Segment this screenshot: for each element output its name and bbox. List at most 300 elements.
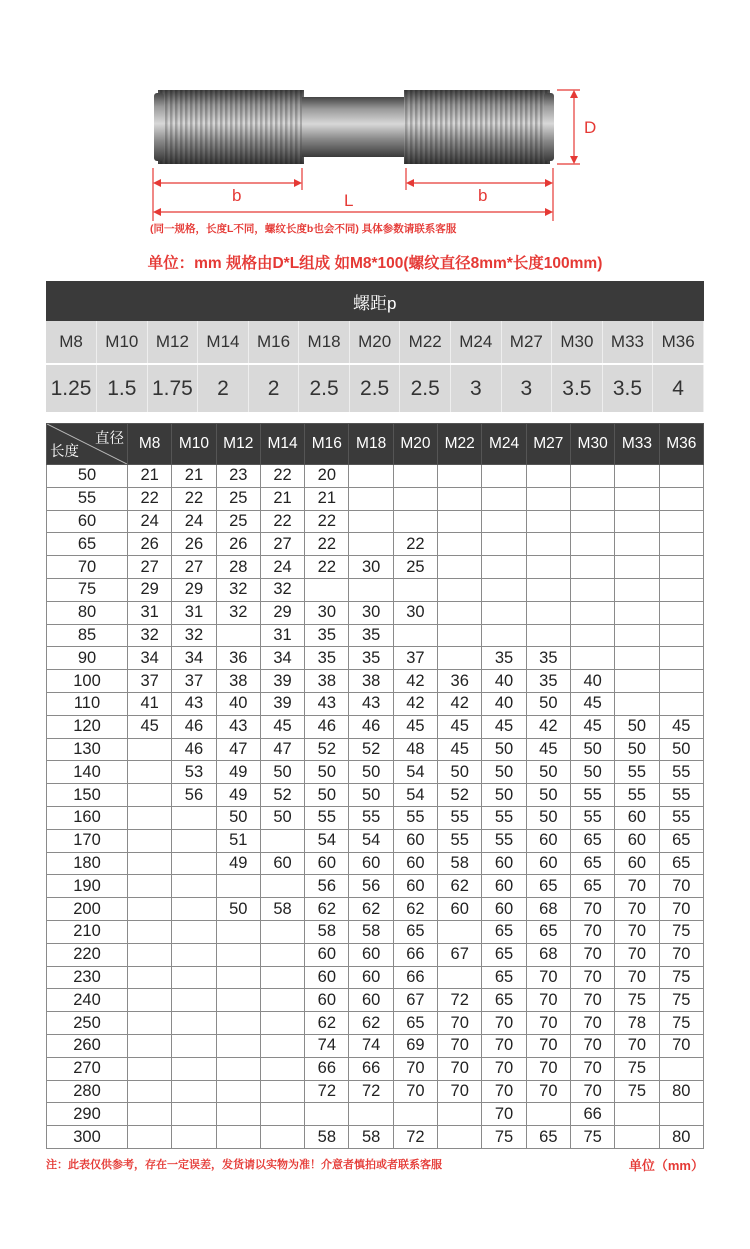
thread-length-cell: [172, 989, 216, 1012]
thread-length-cell: 66: [349, 1057, 393, 1080]
thread-length-cell: 60: [349, 852, 393, 875]
thread-length-cell: 32: [216, 578, 260, 601]
thread-length-cell: [172, 898, 216, 921]
label-b-right: b: [478, 186, 488, 205]
thread-length-cell: 42: [393, 670, 437, 693]
thread-length-cell: 29: [128, 578, 172, 601]
thread-length-cell: [393, 510, 437, 533]
thread-length-cell: 45: [570, 715, 614, 738]
thread-length-cell: 50: [305, 761, 349, 784]
thread-length-cell: [659, 692, 703, 715]
thread-length-cell: [172, 966, 216, 989]
thread-length-cell: [260, 1057, 304, 1080]
footer-note: 注：此表仅供参考，存在一定误差，发货请以实物为准！介意者慎拍或者联系客服: [46, 1159, 442, 1171]
thread-length-cell: 60: [482, 852, 526, 875]
thread-length-cell: 70: [393, 1080, 437, 1103]
thread-length-cell: [438, 624, 482, 647]
pitch-size-cell: M20: [349, 321, 400, 364]
thread-length-cell: [172, 852, 216, 875]
pitch-value-cell: 2: [248, 364, 299, 412]
thread-length-cell: [438, 578, 482, 601]
thread-length-cell: 65: [526, 875, 570, 898]
thread-length-cell: [216, 624, 260, 647]
table-row: [47, 738, 704, 761]
thread-length-cell: [482, 487, 526, 510]
table-row: [47, 1034, 704, 1057]
thread-length-cell: [305, 578, 349, 601]
thread-length-cell: 21: [172, 465, 216, 488]
thread-length-cell: 55: [570, 784, 614, 807]
column-header: M16: [305, 424, 349, 465]
table-row: [47, 533, 704, 556]
thread-length-cell: 55: [615, 761, 659, 784]
thread-length-cell: 70: [526, 1034, 570, 1057]
footer-unit: 单位（mm）: [628, 1158, 704, 1173]
thread-length-cell: [438, 465, 482, 488]
column-header: M12: [216, 424, 260, 465]
pitch-size-cell: M10: [97, 321, 148, 364]
thread-length-cell: [659, 1057, 703, 1080]
thread-length-cell: 50: [570, 738, 614, 761]
pitch-size-cell: M30: [552, 321, 603, 364]
thread-length-cell: 50: [615, 715, 659, 738]
table-row: [47, 647, 704, 670]
thread-length-cell: 53: [172, 761, 216, 784]
thread-length-cell: 60: [305, 989, 349, 1012]
thread-length-cell: 34: [128, 647, 172, 670]
thread-length-cell: [216, 966, 260, 989]
thread-length-cell: 70: [659, 898, 703, 921]
thread-length-cell: 52: [260, 784, 304, 807]
thread-length-cell: 66: [393, 966, 437, 989]
table-row: [47, 852, 704, 875]
table-row: [47, 510, 704, 533]
thread-length-cell: 43: [172, 692, 216, 715]
length-cell: 230: [47, 966, 128, 989]
thread-length-cell: 50: [438, 761, 482, 784]
thread-length-cell: [172, 829, 216, 852]
thread-length-cell: 22: [128, 487, 172, 510]
thread-length-cell: 46: [172, 715, 216, 738]
thread-length-cell: 35: [526, 647, 570, 670]
thread-length-cell: 45: [570, 692, 614, 715]
thread-length-cell: 34: [260, 647, 304, 670]
thread-length-cell: [570, 647, 614, 670]
thread-length-cell: [615, 670, 659, 693]
thread-length-cell: [128, 738, 172, 761]
thread-length-cell: [349, 465, 393, 488]
thread-length-cell: 70: [438, 1034, 482, 1057]
pitch-size-cell: M8: [46, 321, 97, 364]
thread-length-cell: 25: [216, 487, 260, 510]
length-cell: 290: [47, 1103, 128, 1126]
thread-length-cell: 22: [260, 465, 304, 488]
thread-length-cell: 29: [172, 578, 216, 601]
length-cell: 50: [47, 465, 128, 488]
thread-length-cell: [659, 647, 703, 670]
thread-length-cell: 58: [349, 1126, 393, 1149]
thread-length-cell: 62: [349, 898, 393, 921]
thread-length-cell: [128, 1034, 172, 1057]
thread-length-cell: 35: [482, 647, 526, 670]
thread-length-cell: 22: [172, 487, 216, 510]
pitch-value-cell: 1.5: [97, 364, 148, 412]
corner-diameter-label: 直径: [95, 431, 124, 447]
thread-length-cell: 50: [526, 784, 570, 807]
pitch-size-cell: M24: [451, 321, 502, 364]
thread-length-cell: [659, 556, 703, 579]
length-cell: 110: [47, 692, 128, 715]
pitch-value-cell: 1.25: [46, 364, 97, 412]
thread-length-cell: 65: [482, 966, 526, 989]
unit-line: 单位：mm 规格由D*L组成 如M8*100(螺纹直径8mm*长度100mm): [147, 255, 603, 272]
thread-length-cell: [260, 920, 304, 943]
thread-length-cell: 45: [393, 715, 437, 738]
thread-length-cell: 45: [482, 715, 526, 738]
thread-length-cell: 72: [438, 989, 482, 1012]
thread-length-cell: 45: [260, 715, 304, 738]
thread-length-cell: 30: [305, 601, 349, 624]
thread-length-cell: 52: [438, 784, 482, 807]
thread-length-cell: 70: [570, 920, 614, 943]
thread-length-cell: 37: [128, 670, 172, 693]
thread-length-cell: 66: [393, 943, 437, 966]
thread-length-cell: [438, 1103, 482, 1126]
length-cell: 260: [47, 1034, 128, 1057]
thread-length-cell: 34: [172, 647, 216, 670]
thread-length-cell: 75: [615, 1080, 659, 1103]
thread-length-cell: 42: [438, 692, 482, 715]
thread-length-cell: 70: [526, 1057, 570, 1080]
thread-length-cell: 60: [349, 989, 393, 1012]
thread-length-cell: 68: [526, 943, 570, 966]
thread-length-cell: 22: [305, 533, 349, 556]
thread-length-cell: 72: [305, 1080, 349, 1103]
thread-length-cell: 42: [393, 692, 437, 715]
table-row: [47, 670, 704, 693]
thread-length-cell: 54: [305, 829, 349, 852]
thread-length-cell: 75: [482, 1126, 526, 1149]
thread-length-cell: [128, 875, 172, 898]
thread-length-cell: 45: [438, 715, 482, 738]
thread-length-cell: [526, 624, 570, 647]
thread-length-cell: 31: [128, 601, 172, 624]
length-cell: 90: [47, 647, 128, 670]
thread-length-cell: 32: [260, 578, 304, 601]
thread-length-cell: [349, 487, 393, 510]
thread-length-cell: [216, 875, 260, 898]
table-row: [47, 624, 704, 647]
thread-length-cell: 65: [482, 943, 526, 966]
thread-length-cell: [482, 556, 526, 579]
thread-length-cell: 75: [659, 966, 703, 989]
table-row: [47, 1103, 704, 1126]
thread-length-cell: [260, 943, 304, 966]
length-cell: 270: [47, 1057, 128, 1080]
length-cell: 55: [47, 487, 128, 510]
thread-length-cell: [570, 510, 614, 533]
thread-length-cell: 62: [305, 898, 349, 921]
thread-length-cell: 65: [570, 852, 614, 875]
pitch-size-cell: M12: [147, 321, 198, 364]
length-cell: 65: [47, 533, 128, 556]
length-cell: 200: [47, 898, 128, 921]
thread-length-cell: [216, 1103, 260, 1126]
thread-length-cell: 32: [128, 624, 172, 647]
thread-length-cell: 70: [615, 920, 659, 943]
thread-length-cell: 46: [305, 715, 349, 738]
thread-length-cell: 21: [305, 487, 349, 510]
thread-length-cell: 62: [349, 1012, 393, 1035]
table-row: [47, 761, 704, 784]
pitch-value-cell: 2.5: [349, 364, 400, 412]
table-row: [47, 829, 704, 852]
thread-length-cell: 60: [393, 852, 437, 875]
thread-length-cell: 43: [305, 692, 349, 715]
thread-length-cell: [349, 1103, 393, 1126]
thread-length-cell: 39: [260, 692, 304, 715]
length-cell: 70: [47, 556, 128, 579]
thread-length-cell: 65: [482, 989, 526, 1012]
thread-length-cell: [305, 1103, 349, 1126]
table-row: [47, 1012, 704, 1035]
pitch-size-cell: M33: [602, 321, 653, 364]
thread-length-cell: [216, 920, 260, 943]
thread-length-cell: [659, 1103, 703, 1126]
pitch-size-cell: M22: [400, 321, 451, 364]
thread-length-cell: [172, 920, 216, 943]
thread-length-cell: 75: [615, 1057, 659, 1080]
thread-length-cell: [615, 533, 659, 556]
thread-length-cell: [659, 601, 703, 624]
thread-length-cell: 58: [305, 1126, 349, 1149]
thread-length-cell: [172, 1012, 216, 1035]
column-header: M27: [526, 424, 570, 465]
thread-length-cell: [438, 487, 482, 510]
thread-length-cell: 35: [526, 670, 570, 693]
thread-length-cell: [659, 670, 703, 693]
thread-length-cell: 60: [482, 898, 526, 921]
thread-length-cell: 32: [216, 601, 260, 624]
column-header: M24: [482, 424, 526, 465]
thread-length-cell: 49: [216, 784, 260, 807]
thread-length-cell: [216, 1012, 260, 1035]
thread-length-cell: 55: [659, 784, 703, 807]
thread-length-cell: 70: [615, 1034, 659, 1057]
thread-length-cell: 40: [216, 692, 260, 715]
column-header: M10: [172, 424, 216, 465]
thread-length-cell: 70: [438, 1012, 482, 1035]
thread-length-cell: 26: [216, 533, 260, 556]
length-cell: 130: [47, 738, 128, 761]
thread-length-cell: [615, 578, 659, 601]
thread-length-cell: 50: [526, 806, 570, 829]
thread-length-cell: 70: [659, 1034, 703, 1057]
pitch-value-cell: 3.5: [602, 364, 653, 412]
table-row: [47, 966, 704, 989]
column-header: M14: [260, 424, 304, 465]
pitch-size-cell: M18: [299, 321, 350, 364]
thread-length-cell: [128, 761, 172, 784]
thread-length-cell: 62: [438, 875, 482, 898]
thread-length-cell: [216, 1057, 260, 1080]
thread-length-cell: [260, 1080, 304, 1103]
thread-length-cell: 65: [482, 920, 526, 943]
thread-length-cell: 70: [393, 1057, 437, 1080]
thread-length-cell: 60: [305, 966, 349, 989]
thread-length-cell: 78: [615, 1012, 659, 1035]
thread-length-cell: 50: [305, 784, 349, 807]
thread-length-cell: 22: [305, 510, 349, 533]
thread-length-cell: [128, 1080, 172, 1103]
thread-length-cell: 23: [216, 465, 260, 488]
thread-length-cell: 32: [172, 624, 216, 647]
pitch-value-cell: 4: [653, 364, 704, 412]
thread-length-cell: [570, 578, 614, 601]
thread-length-cell: [128, 1103, 172, 1126]
table-row: [47, 465, 704, 488]
thread-length-cell: 62: [393, 898, 437, 921]
thread-length-cell: 55: [482, 806, 526, 829]
thread-length-cell: [393, 1103, 437, 1126]
column-header: M20: [393, 424, 437, 465]
thread-length-cell: 39: [260, 670, 304, 693]
thread-length-cell: [526, 465, 570, 488]
thread-length-cell: 55: [570, 806, 614, 829]
thread-length-cell: [172, 1057, 216, 1080]
pitch-size-cell: M27: [501, 321, 552, 364]
column-header: M36: [659, 424, 703, 465]
thread-length-cell: 56: [172, 784, 216, 807]
thread-length-cell: 26: [172, 533, 216, 556]
thread-length-cell: [570, 533, 614, 556]
thread-length-cell: 50: [659, 738, 703, 761]
table-row: [47, 989, 704, 1012]
thread-length-cell: 21: [260, 487, 304, 510]
thread-length-cell: [128, 989, 172, 1012]
thread-length-cell: 75: [659, 920, 703, 943]
thread-length-cell: 70: [482, 1057, 526, 1080]
thread-length-cell: [526, 578, 570, 601]
corner-header: [47, 424, 128, 465]
thread-length-cell: 55: [438, 806, 482, 829]
thread-length-cell: 50: [349, 784, 393, 807]
thread-length-cell: [526, 601, 570, 624]
table-row: [47, 784, 704, 807]
thread-length-cell: 48: [393, 738, 437, 761]
pitch-value-cell: 3: [501, 364, 552, 412]
length-cell: 170: [47, 829, 128, 852]
thread-length-cell: 60: [349, 966, 393, 989]
pitch-title: 螺距p: [46, 281, 704, 321]
thread-length-cell: 68: [526, 898, 570, 921]
thread-length-cell: 35: [349, 647, 393, 670]
thread-length-cell: 70: [570, 1080, 614, 1103]
thread-length-cell: [172, 1126, 216, 1149]
length-table-header: [47, 424, 704, 465]
thread-length-cell: 58: [260, 898, 304, 921]
length-cell: 100: [47, 670, 128, 693]
thread-length-cell: 55: [438, 829, 482, 852]
thread-length-cell: 54: [349, 829, 393, 852]
thread-length-cell: 60: [526, 829, 570, 852]
thread-length-cell: [393, 465, 437, 488]
thread-length-cell: 20: [305, 465, 349, 488]
thread-length-cell: 40: [570, 670, 614, 693]
thread-length-cell: [172, 806, 216, 829]
corner-length-label: 长度: [50, 444, 79, 460]
thread-length-cell: [260, 989, 304, 1012]
thread-length-cell: 70: [570, 989, 614, 1012]
thread-length-cell: 56: [305, 875, 349, 898]
thread-length-cell: 46: [172, 738, 216, 761]
table-row: [47, 1126, 704, 1149]
thread-length-cell: 70: [615, 898, 659, 921]
thread-length-cell: [128, 943, 172, 966]
thread-length-cell: 65: [393, 1012, 437, 1035]
thread-length-cell: 35: [305, 624, 349, 647]
thread-length-cell: 70: [570, 1012, 614, 1035]
thread-length-cell: 22: [305, 556, 349, 579]
table-row: [47, 692, 704, 715]
thread-length-cell: [482, 578, 526, 601]
thread-length-cell: [482, 465, 526, 488]
thread-length-cell: 38: [349, 670, 393, 693]
thread-length-cell: 62: [305, 1012, 349, 1035]
thread-length-cell: 27: [172, 556, 216, 579]
thread-length-cell: 50: [482, 784, 526, 807]
table-row: [47, 875, 704, 898]
thread-length-cell: 65: [526, 920, 570, 943]
pitch-value-cell: 2.5: [400, 364, 451, 412]
thread-length-cell: 51: [216, 829, 260, 852]
thread-length-cell: [570, 624, 614, 647]
thread-length-cell: 55: [482, 829, 526, 852]
thread-length-cell: [216, 1034, 260, 1057]
thread-length-cell: [482, 533, 526, 556]
thread-length-cell: [438, 647, 482, 670]
thread-length-cell: 58: [349, 920, 393, 943]
thread-length-cell: 30: [349, 601, 393, 624]
length-cell: 190: [47, 875, 128, 898]
thread-length-cell: 50: [570, 761, 614, 784]
thread-length-cell: 75: [570, 1126, 614, 1149]
thread-length-cell: [438, 966, 482, 989]
thread-length-cell: [128, 1012, 172, 1035]
thread-length-cell: [128, 1057, 172, 1080]
thread-length-cell: 60: [393, 875, 437, 898]
thread-length-cell: 52: [349, 738, 393, 761]
pitch-value-cell: 2: [198, 364, 249, 412]
thread-length-cell: 46: [349, 715, 393, 738]
table-row: [47, 578, 704, 601]
thread-length-cell: [216, 943, 260, 966]
length-cell: 180: [47, 852, 128, 875]
pitch-value-cell: 3.5: [552, 364, 603, 412]
pitch-size-cell: M16: [248, 321, 299, 364]
thread-length-cell: 54: [393, 761, 437, 784]
middle-shank: [302, 97, 406, 157]
thread-length-cell: 60: [349, 943, 393, 966]
column-header: M18: [349, 424, 393, 465]
table-row: [47, 487, 704, 510]
thread-length-cell: [172, 1103, 216, 1126]
thread-length-cell: [216, 989, 260, 1012]
thread-length-cell: [349, 510, 393, 533]
thread-length-cell: 75: [659, 1012, 703, 1035]
thread-length-cell: 60: [260, 852, 304, 875]
thread-length-cell: 25: [393, 556, 437, 579]
